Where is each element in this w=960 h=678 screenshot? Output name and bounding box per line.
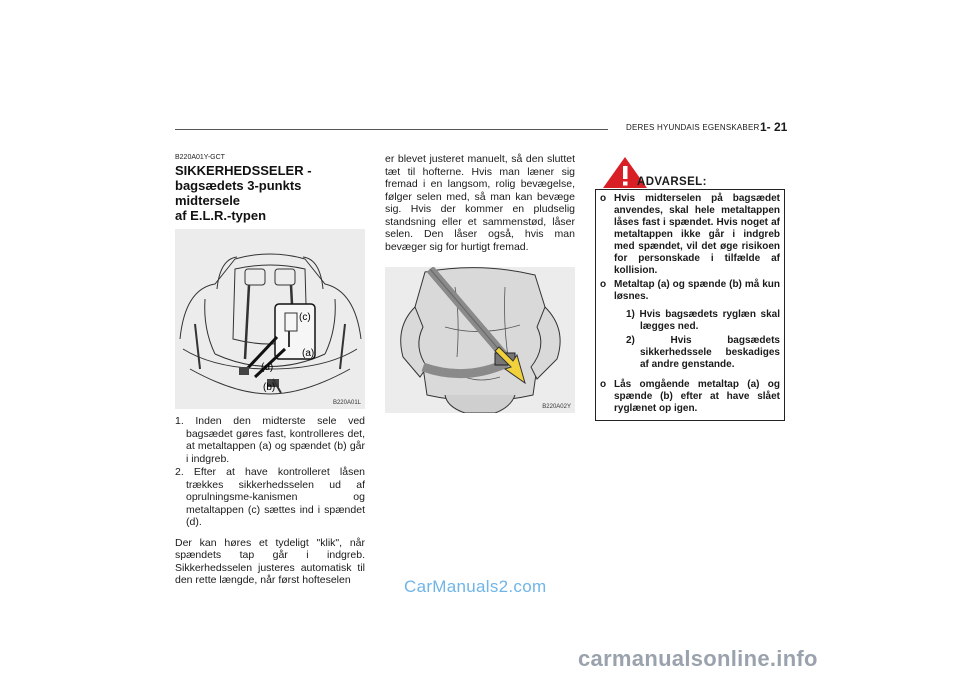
title-line-1: SIKKERHEDSSELER - [175, 163, 312, 178]
title-line-3: af E.L.R.-typen [175, 208, 267, 223]
label-c: (c) [299, 312, 311, 323]
header-section-title: DERES HYUNDAIS EGENSKABER [626, 123, 760, 132]
step-2: 2. Efter at have kontrolleret låsen trækkes sikkerhedsselen ud af oprulningsme-kanismen og metaltappen (c) sættes ind i spændet (d). [175, 466, 365, 528]
label-b: (b) [263, 382, 276, 393]
title-line-2: bagsædets 3-punkts midtersele [175, 178, 302, 208]
left-column [175, 154, 365, 587]
bullet: o [600, 193, 607, 204]
warning-item-3 [600, 379, 780, 415]
warning-content [595, 189, 785, 421]
middle-column [385, 153, 575, 413]
seatbelt-torso-drawing [385, 267, 575, 413]
warning-item-2 [600, 279, 780, 371]
bullet: o [600, 279, 607, 290]
rear-seat-drawing [175, 229, 365, 409]
watermark-carmanuals2[interactable]: CarManuals2.com [404, 577, 547, 596]
label-a: (a) [302, 348, 315, 359]
warning-item-1 [600, 193, 780, 277]
section-code: B220A01Y-GCT [175, 154, 225, 161]
seatbelt-torso-illustration [385, 267, 575, 413]
body-paragraph-middle: er blevet justeret manuelt, så den sluttet tæt til hofterne. Hvis man læner sig fremad i en langsom, rolig bevægelse, følger selen med, så man kan bevæge sig. Hvis der kommer en pludselig standsning eller et sammenstød, låser selen. Den låser også, hvis man bevæger sig for hurtigt fremad. [385, 153, 575, 253]
step-1: 1. Inden den midterste sele ved bagsædet gøres fast, kontrolleres det, at metaltappen (a) og spændet (b) går i indgreb. [175, 415, 365, 465]
warning-subitem-2: 2) Hvis bagsædets sikkerhedssele beskadiges af andre genstande. [626, 335, 780, 370]
warning-title: ADVARSEL: [637, 176, 707, 188]
body-paragraph-left: Der kan høres et tydeligt "klik", når spændets tap går i indgreb. Sikkerhedsselen justeres automatisk til den rette længde, når først hofteselen [175, 536, 365, 586]
warning-item-3-text: Lås omgående metaltap (a) og spænde (b) efter at have slået ryglænet op igen. [614, 379, 780, 414]
instruction-steps [175, 415, 365, 529]
watermark-carmanualsonline[interactable]: carmanualsonline.info [578, 646, 818, 671]
bullet: o [600, 379, 607, 390]
figure-code: B220A02Y [542, 404, 571, 410]
section-title [175, 163, 365, 223]
warning-item-2-text: Metaltap (a) og spænde (b) må kun løsnes. [614, 279, 780, 302]
page-number: 1- 21 [760, 120, 788, 134]
label-d: (d) [261, 362, 274, 373]
warning-subitem-1: 1) Hvis bagsædets ryglæn skal lægges ned. [626, 309, 780, 332]
figure-code: B220A01L [332, 400, 361, 406]
warning-item-1-text: Hvis midterselen på bagsædet anvendes, skal hele metaltappen låses fast i spændet. Hvis noget af metaltappen ikke går i indgreb med spændet, vil det øge risikoen for personskade i tilfælde af kollision. [614, 193, 780, 276]
rear-seat-illustration [175, 229, 365, 409]
header-rule [175, 129, 608, 130]
